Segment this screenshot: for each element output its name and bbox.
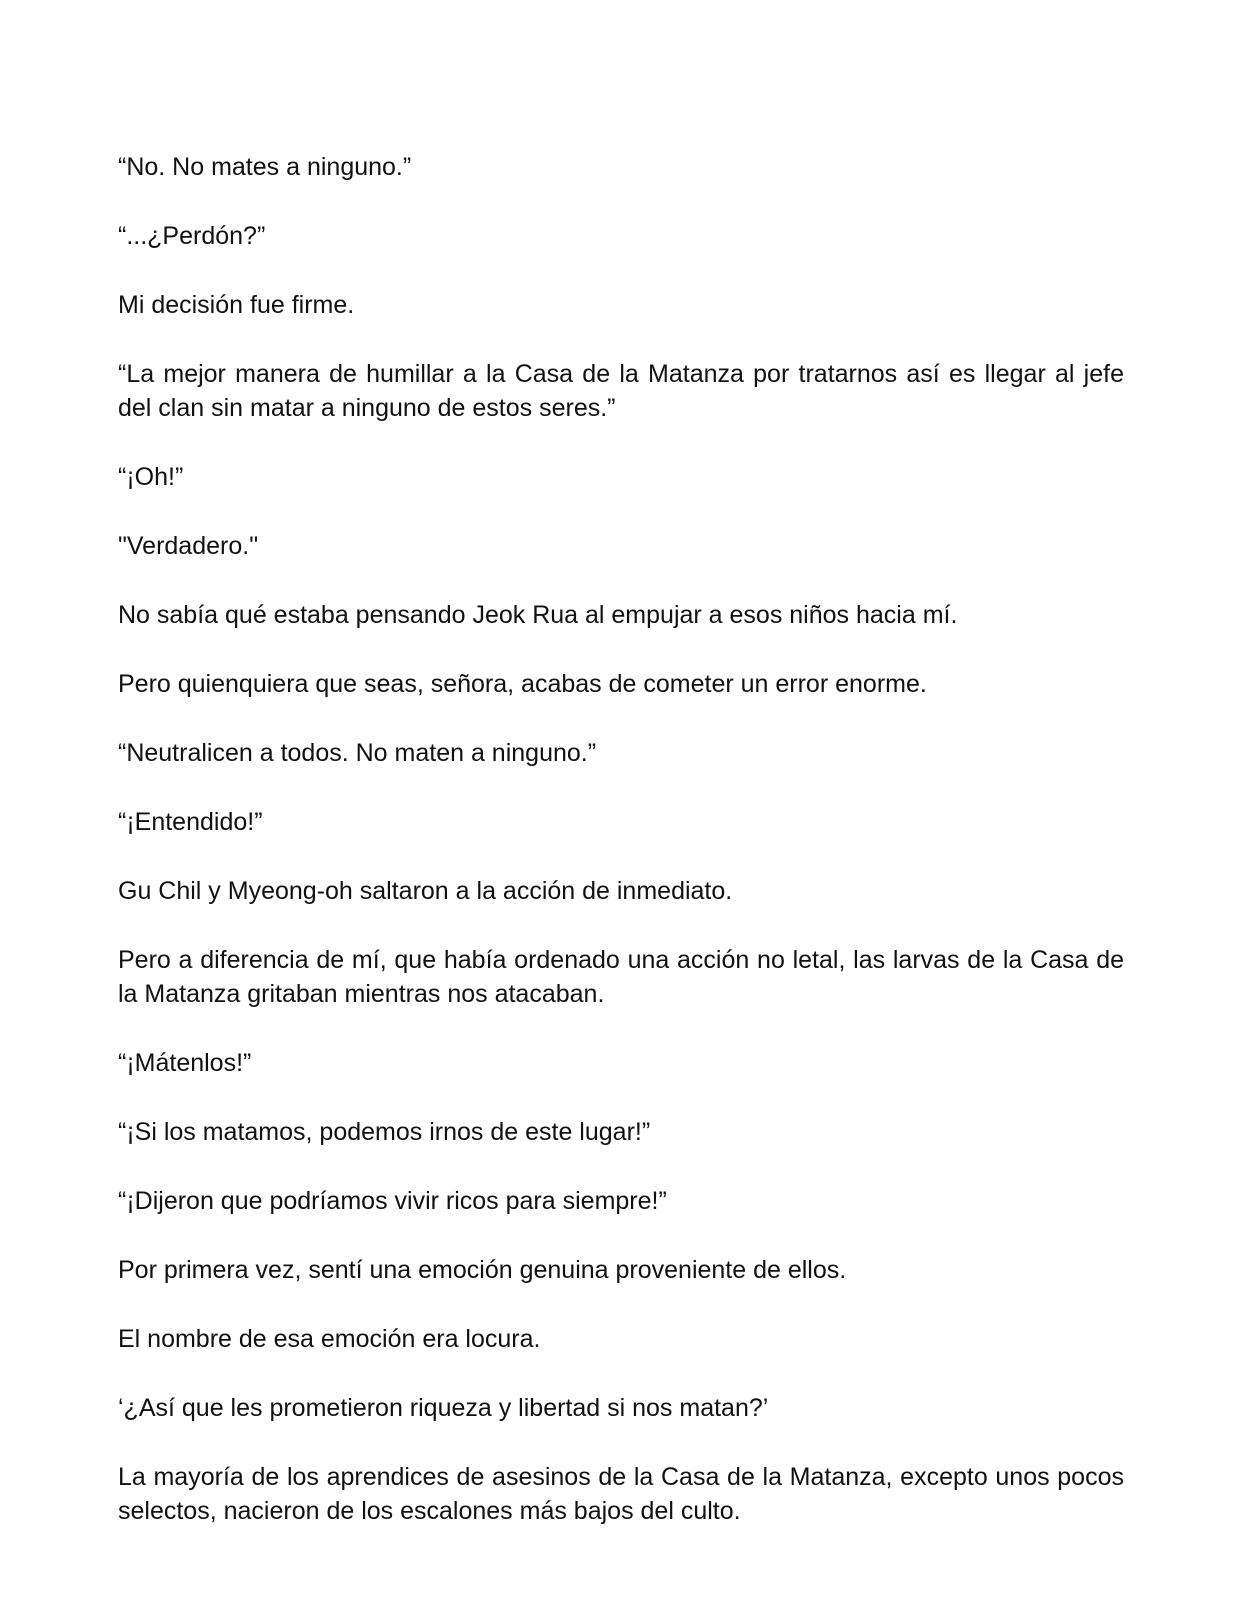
paragraph: “¡Oh!” <box>118 463 184 491</box>
paragraph: Gu Chil y Myeong-oh saltaron a la acción de inmediato. <box>118 877 733 905</box>
paragraph: La mayoría de los aprendices de asesinos de la Casa de la Matanza, excepto unos pocos selectos, nacieron de los escalones más bajos del culto. <box>118 1463 1124 1525</box>
document-body <box>118 150 1124 1528</box>
paragraph: ‘¿Así que les prometieron riqueza y libertad si nos matan?’ <box>118 1394 769 1422</box>
paragraph: “¡Dijeron que podríamos vivir ricos para siempre!” <box>118 1187 667 1215</box>
paragraph: Pero a diferencia de mí, que había ordenado una acción no letal, las larvas de la Casa de la Matanza gritaban mientras nos atacaban. <box>118 946 1124 1008</box>
paragraph: El nombre de esa emoción era locura. <box>118 1325 541 1353</box>
paragraph: “Neutralicen a todos. No maten a ninguno.” <box>118 739 597 767</box>
paragraph: “La mejor manera de humillar a la Casa de la Matanza por tratarnos así es llegar al jefe del clan sin matar a ninguno de estos seres.” <box>118 360 1124 422</box>
paragraph: “¡Mátenlos!” <box>118 1049 252 1077</box>
paragraph: “...¿Perdón?” <box>118 222 266 250</box>
paragraph: Mi decisión fue firme. <box>118 291 355 319</box>
paragraph: “¡Si los matamos, podemos irnos de este lugar!” <box>118 1118 651 1146</box>
paragraph: Pero quienquiera que seas, señora, acabas de cometer un error enorme. <box>118 670 927 698</box>
paragraph: Por primera vez, sentí una emoción genuina proveniente de ellos. <box>118 1256 847 1284</box>
paragraph: “¡Entendido!” <box>118 808 263 836</box>
paragraph: No sabía qué estaba pensando Jeok Rua al empujar a esos niños hacia mí. <box>118 601 958 629</box>
paragraph: “No. No mates a ninguno.” <box>118 153 412 181</box>
paragraph: "Verdadero." <box>118 532 259 560</box>
